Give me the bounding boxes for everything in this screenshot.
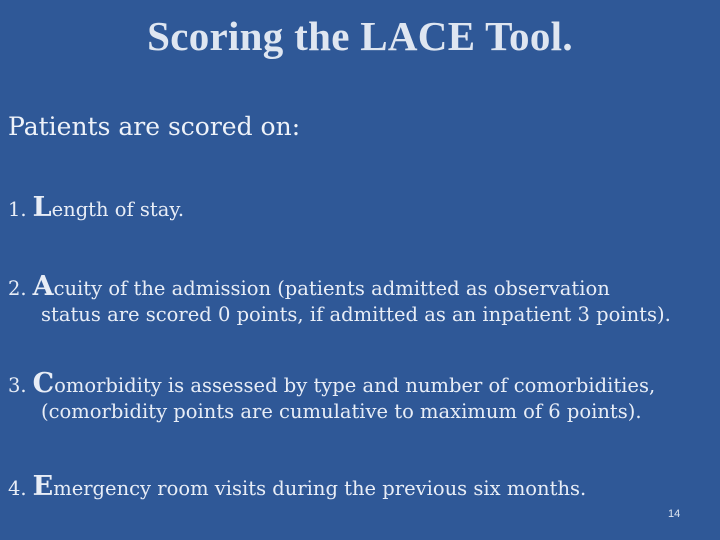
list-item-emergency [8,473,586,501]
list-item-initial-letter: A [32,271,54,302]
list-item-initial-letter: L [32,192,52,223]
slide-title: Scoring the LACE Tool. [147,13,573,59]
list-item-initial-letter: E [32,471,54,502]
list-item-text: mergency room visits during the previous six months. [53,477,587,500]
list-item-continuation: (comorbidity points are cumulative to maximum of 6 points). [41,400,642,424]
list-item-length [8,194,184,222]
list-item-initial-letter: C [32,368,55,399]
list-item-number: 1. [8,198,27,221]
list-item-number: 4. [8,477,27,500]
list-item-comorbidity [8,370,655,425]
list-item-number: 2. [8,277,27,300]
list-item-continuation: status are scored 0 points, if admitted as an inpatient 3 points). [41,303,671,327]
list-item-number: 3. [8,374,27,397]
list-item-text: omorbidity is assessed by type and number of comorbidities, [54,374,656,397]
slide-subtitle: Patients are scored on: [8,112,301,141]
list-item-acuity [8,273,671,328]
list-item-text: ength of stay. [51,198,185,221]
list-item-text: cuity of the admission (patients admitted as observation [53,277,610,300]
page-number: 14 [668,508,681,520]
